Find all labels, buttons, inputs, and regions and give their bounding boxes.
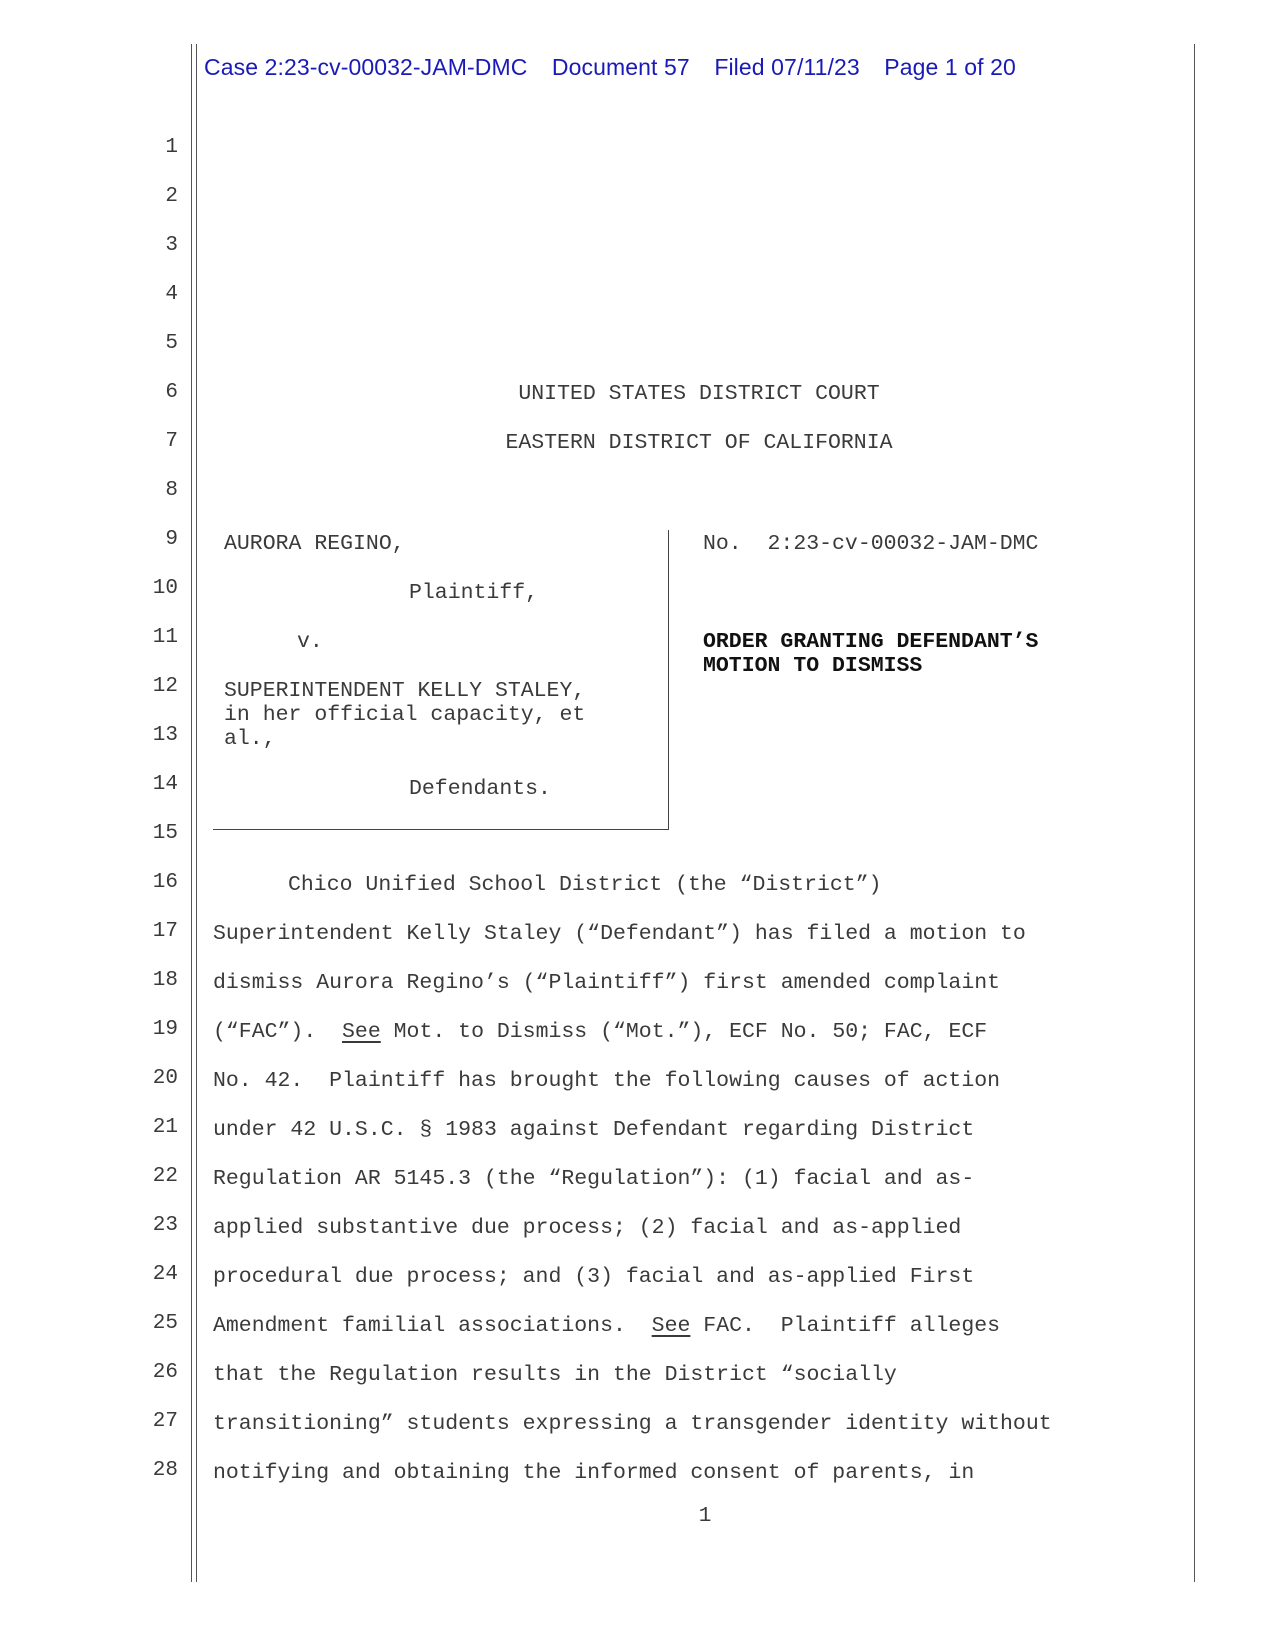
body-line-21: under 42 U.S.C. § 1983 against Defendant regarding District: [213, 1118, 975, 1142]
body-line-25: [213, 1314, 1000, 1338]
line-number: 22: [152, 1165, 178, 1188]
ecf-filed-date: Filed 07/11/23: [714, 54, 860, 80]
line-number: 27: [152, 1410, 178, 1433]
body-line-16: Chico Unified School District (the “District”): [288, 873, 882, 897]
line-number: 18: [152, 969, 178, 992]
plaintiff-role: Plaintiff,: [409, 581, 539, 605]
body-line-28: notifying and obtaining the informed consent of parents, in: [213, 1461, 975, 1485]
body-line-18: dismiss Aurora Regino’s (“Plaintiff”) first amended complaint: [213, 971, 1001, 995]
court-name: UNITED STATES DISTRICT COURT: [518, 382, 880, 406]
body-line-20: No. 42. Plaintiff has brought the following causes of action: [213, 1069, 1001, 1093]
body-text-span: FAC. Plaintiff alleges: [690, 1314, 1001, 1338]
left-margin-rule: [191, 44, 192, 1582]
body-text-span: Amendment familial associations.: [213, 1314, 652, 1338]
page-number: 1: [698, 1505, 712, 1528]
line-number: 16: [152, 871, 178, 894]
line-number: 13: [152, 724, 178, 747]
body-text-span: Mot. to Dismiss (“Mot.”), ECF No. 50; FAC, ECF: [380, 1020, 988, 1044]
line-number: 19: [152, 1018, 178, 1041]
caption-divider-vertical: [668, 530, 669, 830]
line-number: 7: [165, 430, 178, 453]
ecf-document-number: Document 57: [551, 54, 690, 80]
ecf-page-count: Page 1 of 20: [884, 54, 1016, 80]
body-line-26: that the Regulation results in the District “socially: [213, 1363, 897, 1387]
body-line-19: [213, 1020, 987, 1044]
line-number: 28: [152, 1459, 178, 1482]
versus: v.: [297, 630, 323, 654]
defendant-name-line-1: SUPERINTENDENT KELLY STALEY,: [224, 679, 586, 703]
line-number: 2: [165, 185, 178, 208]
body-text-span: (“FAC”).: [213, 1020, 343, 1044]
body-line-23: applied substantive due process; (2) facial and as-applied: [213, 1216, 962, 1240]
ecf-case-number: Case 2:23-cv-00032-JAM-DMC: [204, 54, 528, 80]
line-number: 3: [165, 234, 178, 257]
line-number: 26: [152, 1361, 178, 1384]
line-number: 9: [165, 528, 178, 551]
order-title-line-2: MOTION TO DISMISS: [703, 654, 923, 678]
line-number: 6: [165, 381, 178, 404]
defendant-name-line-2: in her official capacity, et: [224, 703, 586, 727]
body-line-17: Superintendent Kelly Staley (“Defendant”) has filed a motion to: [213, 922, 1026, 946]
citation-signal-see: See: [342, 1020, 381, 1044]
line-number: 12: [152, 675, 178, 698]
line-number: 17: [152, 920, 178, 943]
body-line-22: Regulation AR 5145.3 (the “Regulation”): (1) facial and as-: [213, 1167, 975, 1191]
court-district: EASTERN DISTRICT OF CALIFORNIA: [505, 431, 893, 455]
plaintiff-name: AURORA REGINO,: [224, 532, 405, 556]
right-margin-rule: [1194, 44, 1195, 1582]
defendant-name-line-3: al.,: [224, 727, 276, 751]
line-number: 11: [152, 626, 178, 649]
body-line-24: procedural due process; and (3) facial and as-applied First: [213, 1265, 975, 1289]
line-number: 20: [152, 1067, 178, 1090]
line-number: 5: [165, 332, 178, 355]
defendant-role: Defendants.: [409, 777, 551, 801]
line-number: 10: [152, 577, 178, 600]
line-number: 21: [152, 1116, 178, 1139]
line-number: 4: [165, 283, 178, 306]
line-number: 23: [152, 1214, 178, 1237]
line-number: 1: [165, 136, 178, 159]
caption-divider-horizontal: [213, 829, 669, 830]
left-margin-rule-inner: [196, 44, 197, 1582]
line-number: 8: [165, 479, 178, 502]
ecf-header: [204, 54, 1034, 81]
line-number: 15: [152, 822, 178, 845]
citation-signal-see: See: [651, 1314, 691, 1338]
line-number: 25: [152, 1312, 178, 1335]
line-number: 14: [152, 773, 178, 796]
order-title-line-1: ORDER GRANTING DEFENDANT’S: [703, 630, 1039, 654]
line-number: 24: [152, 1263, 178, 1286]
case-number: No. 2:23-cv-00032-JAM-DMC: [703, 532, 1039, 556]
body-line-27: transitioning” students expressing a transgender identity without: [213, 1412, 1052, 1436]
